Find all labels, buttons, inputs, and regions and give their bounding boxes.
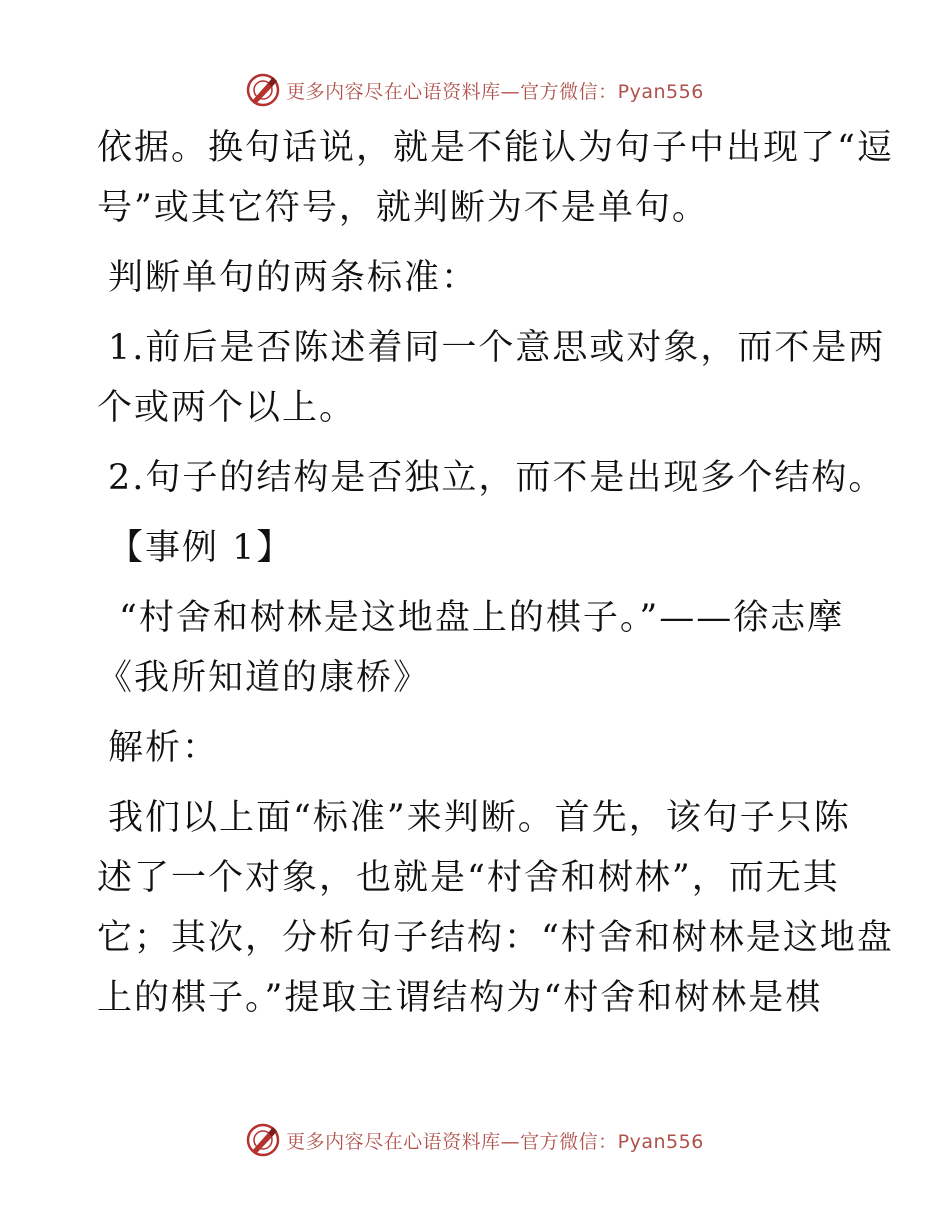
paragraph-standard-1 [97, 318, 886, 438]
paragraph-quote [97, 588, 857, 708]
text-line: 判断单句的两条标准： [108, 258, 479, 298]
paragraph-standards-heading [97, 248, 857, 308]
banner-text: 更多内容尽在心语资料库—官方微信：Pyan556 [286, 80, 704, 103]
text-line: 号”或其它符号，就判断为不是单句。 [97, 188, 709, 228]
paragraph-standard-2 [97, 448, 886, 508]
header-banner [0, 70, 950, 110]
text-line: 【事例 1】 [108, 528, 294, 568]
text-line: 我们以上面“标准”来判断。首先，该句子只陈 [108, 798, 851, 838]
paragraph-example-heading [97, 518, 857, 578]
text-line: 《我所知道的康桥》 [97, 658, 431, 698]
text-line: 依据。换句话说，就是不能认为句子中出现了“逗 [97, 128, 894, 168]
text-line: 2.句子的结构是否独立，而不是出现多个结构。 [108, 458, 886, 498]
pen-logo-icon [246, 73, 280, 107]
text-line: “村舍和树林是这地盘上的棋子。”——徐志摩 [119, 598, 845, 638]
banner-text: 更多内容尽在心语资料库—官方微信：Pyan556 [286, 1130, 704, 1153]
paragraph-basis [97, 118, 894, 238]
pen-logo-icon [246, 1123, 280, 1157]
text-line: 解析： [108, 728, 220, 768]
text-line: 述了一个对象，也就是“村舍和树林”，而无其 [97, 858, 840, 898]
text-line: 1.前后是否陈述着同一个意思或对象，而不是两 [108, 328, 886, 368]
text-line: 个或两个以上。 [97, 388, 357, 428]
footer-banner [0, 1120, 950, 1160]
paragraph-analysis [97, 788, 894, 1028]
text-line: 上的棋子。”提取主谓结构为“村舍和树林是棋 [97, 978, 823, 1018]
paragraph-analysis-heading [97, 718, 857, 778]
document-body [97, 118, 894, 1028]
text-line: 它；其次，分析句子结构：“村舍和树林是这地盘 [97, 918, 894, 958]
